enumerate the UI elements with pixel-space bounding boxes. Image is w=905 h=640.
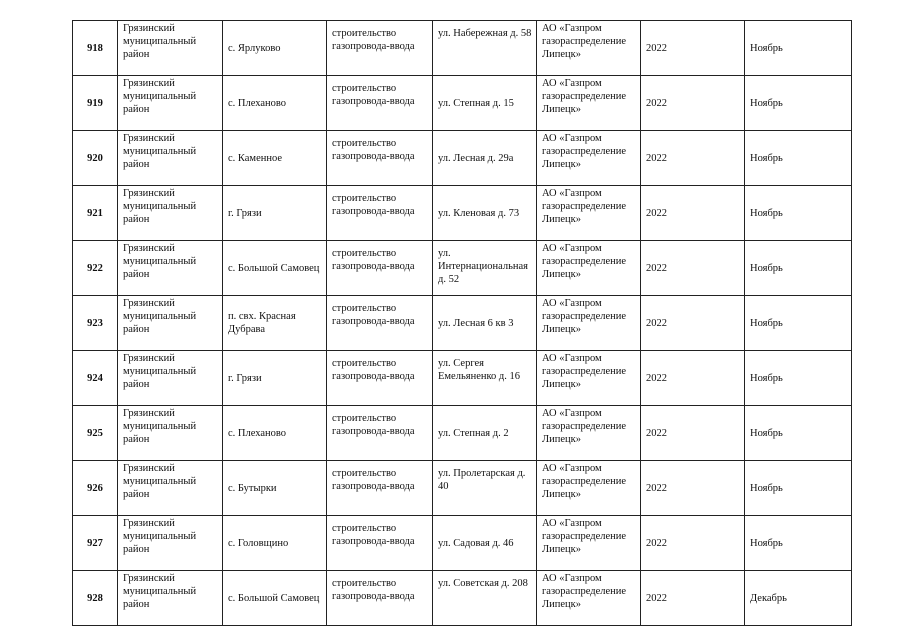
row-number-cell — [73, 186, 118, 241]
district-text: Грязинский муниципальный район — [123, 78, 197, 115]
year-cell — [641, 461, 745, 516]
address-text: ул. Пролетарская д. 40 — [438, 468, 526, 492]
settlement-cell — [223, 296, 327, 351]
settlement-text: с. Большой Самовец — [228, 592, 320, 604]
work-type-text: строительство газопровода-ввода — [332, 193, 415, 217]
organization-cell — [537, 461, 641, 516]
row-number: 918 — [87, 42, 103, 54]
year-text: 2022 — [646, 317, 667, 329]
address-cell — [433, 296, 537, 351]
table-row — [73, 571, 852, 626]
address-cell — [433, 406, 537, 461]
table-row — [73, 186, 852, 241]
row-number-cell — [73, 351, 118, 406]
year-cell — [641, 516, 745, 571]
work-type-text: строительство газопровода-ввода — [332, 138, 415, 162]
row-number-cell — [73, 516, 118, 571]
district-cell — [118, 516, 223, 571]
table-row — [73, 406, 852, 461]
district-cell — [118, 351, 223, 406]
settlement-text: с. Ярлуково — [228, 42, 281, 54]
month-text: Ноябрь — [750, 482, 783, 494]
organization-cell — [537, 406, 641, 461]
district-text: Грязинский муниципальный район — [123, 298, 197, 335]
address-cell — [433, 21, 537, 76]
month-text: Ноябрь — [750, 97, 783, 109]
row-number: 926 — [87, 482, 103, 494]
organization-cell — [537, 296, 641, 351]
settlement-cell — [223, 131, 327, 186]
works-schedule-table — [72, 20, 852, 626]
year-text: 2022 — [646, 262, 667, 274]
work-type-cell — [327, 21, 433, 76]
settlement-cell — [223, 186, 327, 241]
month-cell — [745, 571, 852, 626]
row-number: 921 — [87, 207, 103, 219]
table-row — [73, 76, 852, 131]
month-cell — [745, 406, 852, 461]
year-text: 2022 — [646, 42, 667, 54]
address-text: ул. Садовая д. 46 — [438, 537, 514, 549]
district-cell — [118, 21, 223, 76]
year-text: 2022 — [646, 537, 667, 549]
organization-cell — [537, 571, 641, 626]
year-cell — [641, 131, 745, 186]
address-cell — [433, 76, 537, 131]
organization-text: АО «Газпром газораспределение Липецк» — [542, 78, 627, 115]
district-text: Грязинский муниципальный район — [123, 133, 197, 170]
month-text: Декабрь — [750, 592, 787, 604]
address-cell — [433, 241, 537, 296]
row-number-cell — [73, 296, 118, 351]
month-text: Ноябрь — [750, 317, 783, 329]
settlement-text: с. Каменное — [228, 152, 283, 164]
year-cell — [641, 76, 745, 131]
table-row — [73, 21, 852, 76]
address-text: ул. Сергея Емельяненко д. 16 — [438, 358, 521, 382]
year-cell — [641, 296, 745, 351]
address-text: ул. Лесная 6 кв 3 — [438, 317, 514, 329]
row-number-cell — [73, 241, 118, 296]
row-number: 924 — [87, 372, 103, 384]
row-number-cell — [73, 406, 118, 461]
year-text: 2022 — [646, 152, 667, 164]
month-text: Ноябрь — [750, 42, 783, 54]
settlement-text: с. Плеханово — [228, 97, 287, 109]
settlement-cell — [223, 571, 327, 626]
year-cell — [641, 21, 745, 76]
district-text: Грязинский муниципальный район — [123, 573, 197, 610]
organization-text: АО «Газпром газораспределение Липецк» — [542, 243, 627, 280]
district-cell — [118, 186, 223, 241]
row-number: 925 — [87, 427, 103, 439]
address-cell — [433, 186, 537, 241]
address-text: ул. Советская д. 208 — [438, 578, 528, 589]
month-cell — [745, 21, 852, 76]
year-cell — [641, 351, 745, 406]
work-type-cell — [327, 186, 433, 241]
year-cell — [641, 186, 745, 241]
row-number-cell — [73, 76, 118, 131]
address-cell — [433, 461, 537, 516]
district-text: Грязинский муниципальный район — [123, 463, 197, 500]
work-type-text: строительство газопровода-ввода — [332, 413, 415, 437]
settlement-text: с. Большой Самовец — [228, 262, 320, 274]
settlement-cell — [223, 406, 327, 461]
address-text: ул. Лесная д. 29а — [438, 152, 514, 164]
address-text: ул. Набережная д. 58 — [438, 28, 532, 39]
work-type-text: строительство газопровода-ввода — [332, 578, 415, 602]
row-number: 927 — [87, 537, 103, 549]
table-row — [73, 351, 852, 406]
month-cell — [745, 76, 852, 131]
district-text: Грязинский муниципальный район — [123, 23, 197, 60]
settlement-text: с. Плеханово — [228, 427, 287, 439]
organization-text: АО «Газпром газораспределение Липецк» — [542, 518, 627, 555]
organization-text: АО «Газпром газораспределение Липецк» — [542, 23, 627, 60]
district-cell — [118, 406, 223, 461]
table-body — [73, 21, 852, 626]
district-cell — [118, 296, 223, 351]
district-text: Грязинский муниципальный район — [123, 188, 197, 225]
district-cell — [118, 571, 223, 626]
work-type-cell — [327, 131, 433, 186]
table-row — [73, 241, 852, 296]
work-type-cell — [327, 351, 433, 406]
organization-cell — [537, 21, 641, 76]
work-type-text: строительство газопровода-ввода — [332, 28, 415, 52]
year-text: 2022 — [646, 372, 667, 384]
work-type-cell — [327, 241, 433, 296]
year-text: 2022 — [646, 207, 667, 219]
district-text: Грязинский муниципальный район — [123, 518, 197, 555]
organization-cell — [537, 76, 641, 131]
organization-text: АО «Газпром газораспределение Липецк» — [542, 353, 627, 390]
settlement-cell — [223, 241, 327, 296]
organization-text: АО «Газпром газораспределение Липецк» — [542, 463, 627, 500]
month-text: Ноябрь — [750, 207, 783, 219]
month-text: Ноябрь — [750, 372, 783, 384]
month-cell — [745, 296, 852, 351]
organization-text: АО «Газпром газораспределение Липецк» — [542, 133, 627, 170]
organization-cell — [537, 241, 641, 296]
address-text: ул. Интернациональная д. 52 — [438, 248, 528, 285]
work-type-text: строительство газопровода-ввода — [332, 83, 415, 107]
organization-text: АО «Газпром газораспределение Липецк» — [542, 188, 627, 225]
address-text: ул. Степная д. 15 — [438, 97, 514, 109]
row-number: 919 — [87, 97, 103, 109]
settlement-cell — [223, 351, 327, 406]
work-type-text: строительство газопровода-ввода — [332, 468, 415, 492]
table-row — [73, 461, 852, 516]
year-text: 2022 — [646, 592, 667, 604]
settlement-cell — [223, 76, 327, 131]
district-text: Грязинский муниципальный район — [123, 243, 197, 280]
row-number-cell — [73, 21, 118, 76]
address-cell — [433, 571, 537, 626]
month-text: Ноябрь — [750, 537, 783, 549]
address-cell — [433, 351, 537, 406]
year-text: 2022 — [646, 482, 667, 494]
year-text: 2022 — [646, 427, 667, 439]
settlement-text: с. Бутырки — [228, 482, 277, 494]
settlement-cell — [223, 461, 327, 516]
row-number-cell — [73, 131, 118, 186]
year-cell — [641, 406, 745, 461]
address-cell — [433, 516, 537, 571]
month-cell — [745, 461, 852, 516]
address-text: ул. Кленовая д. 73 — [438, 207, 520, 219]
organization-text: АО «Газпром газораспределение Липецк» — [542, 298, 627, 335]
organization-cell — [537, 131, 641, 186]
row-number-cell — [73, 571, 118, 626]
month-cell — [745, 516, 852, 571]
organization-cell — [537, 186, 641, 241]
month-text: Ноябрь — [750, 427, 783, 439]
month-text: Ноябрь — [750, 262, 783, 274]
address-text: ул. Степная д. 2 — [438, 427, 509, 439]
work-type-cell — [327, 461, 433, 516]
table-row — [73, 131, 852, 186]
table-row — [73, 516, 852, 571]
address-cell — [433, 131, 537, 186]
work-type-text: строительство газопровода-ввода — [332, 303, 415, 327]
work-type-text: строительство газопровода-ввода — [332, 358, 415, 382]
settlement-cell — [223, 21, 327, 76]
district-cell — [118, 76, 223, 131]
year-text: 2022 — [646, 97, 667, 109]
month-cell — [745, 131, 852, 186]
settlement-text: г. Грязи — [228, 372, 262, 384]
work-type-cell — [327, 571, 433, 626]
table-row — [73, 296, 852, 351]
work-type-text: строительство газопровода-ввода — [332, 523, 415, 547]
settlement-text: с. Головщино — [228, 537, 289, 549]
district-text: Грязинский муниципальный район — [123, 353, 197, 390]
organization-text: АО «Газпром газораспределение Липецк» — [542, 408, 627, 445]
month-cell — [745, 241, 852, 296]
settlement-cell — [223, 516, 327, 571]
month-cell — [745, 186, 852, 241]
row-number-cell — [73, 461, 118, 516]
district-cell — [118, 131, 223, 186]
settlement-text: п. свх. Красная Дубрава — [228, 311, 296, 335]
organization-cell — [537, 516, 641, 571]
work-type-cell — [327, 516, 433, 571]
year-cell — [641, 241, 745, 296]
settlement-text: г. Грязи — [228, 207, 262, 219]
row-number: 922 — [87, 262, 103, 274]
row-number: 920 — [87, 152, 103, 164]
district-text: Грязинский муниципальный район — [123, 408, 197, 445]
work-type-text: строительство газопровода-ввода — [332, 248, 415, 272]
work-type-cell — [327, 76, 433, 131]
row-number: 928 — [87, 592, 103, 604]
row-number: 923 — [87, 317, 103, 329]
organization-cell — [537, 351, 641, 406]
month-text: Ноябрь — [750, 152, 783, 164]
district-cell — [118, 461, 223, 516]
district-cell — [118, 241, 223, 296]
organization-text: АО «Газпром газораспределение Липецк» — [542, 573, 627, 610]
work-type-cell — [327, 296, 433, 351]
year-cell — [641, 571, 745, 626]
work-type-cell — [327, 406, 433, 461]
month-cell — [745, 351, 852, 406]
